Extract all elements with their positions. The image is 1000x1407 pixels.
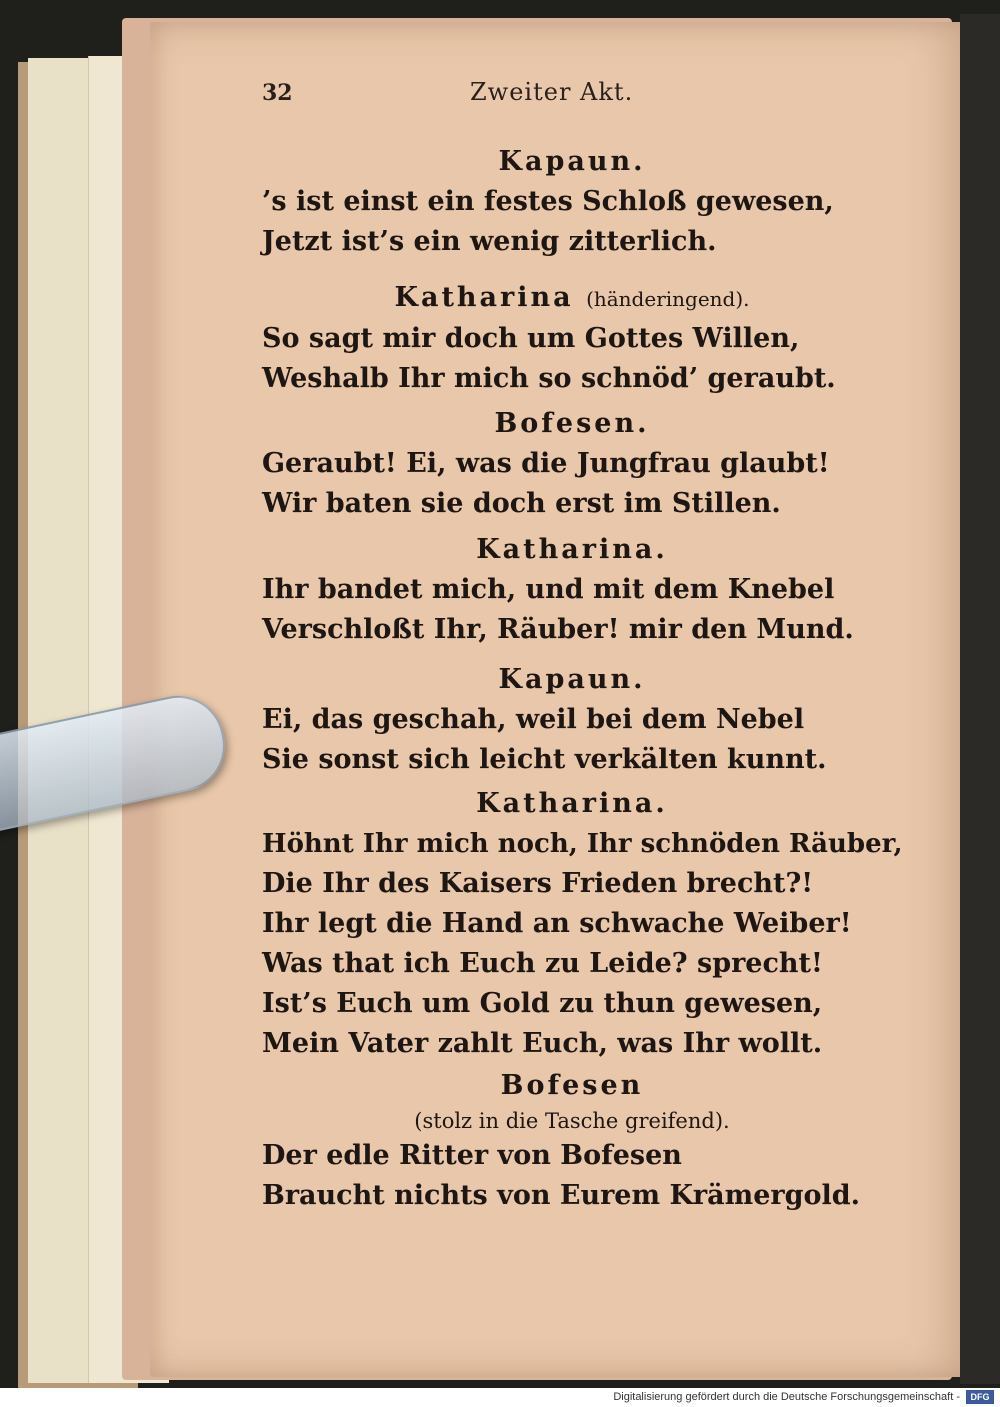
dialogue-block bbox=[262, 404, 882, 524]
verse-line: Ihr legt die Hand an schwache Weiber! bbox=[262, 908, 852, 939]
dialogue-block bbox=[262, 660, 882, 780]
speaker-heading bbox=[262, 278, 882, 319]
verse-line: Der edle Ritter von Bofesen bbox=[262, 1140, 682, 1171]
verse-line: Wir baten sie doch erst im Stillen. bbox=[262, 488, 781, 519]
verse-line: Ist’s Euch um Gold zu thun gewesen, bbox=[262, 988, 823, 1019]
footer-credit: Digitalisierung gefördert durch die Deutsche Forschungsgemeinschaft - bbox=[613, 1391, 960, 1403]
speaker-name: Katharina. bbox=[476, 534, 668, 565]
dialogue-block bbox=[262, 1066, 882, 1216]
verse-line: Die Ihr des Kaisers Frieden brecht?! bbox=[262, 868, 814, 899]
dfg-logo: DFG bbox=[966, 1390, 994, 1404]
speaker-name: Kapaun. bbox=[498, 664, 646, 695]
dialogue-block bbox=[262, 530, 882, 650]
speaker-name: Katharina bbox=[394, 282, 574, 313]
verse-line: Ihr bandet mich, und mit dem Knebel bbox=[262, 574, 835, 605]
verse-line: Ei, das geschah, weil bei dem Nebel bbox=[262, 704, 805, 735]
verse-line: Sie sonst sich leicht verkälten kunnt. bbox=[262, 744, 827, 775]
verse-line: Weshalb Ihr mich so schnöd’ geraubt. bbox=[262, 363, 836, 394]
page-number: 32 bbox=[262, 80, 293, 106]
dialogue-block bbox=[262, 142, 882, 262]
running-head: Zweiter Akt. bbox=[470, 78, 634, 106]
dialogue-block bbox=[262, 278, 882, 399]
dialogue-block bbox=[262, 784, 903, 1064]
verse-line: ’s ist einst ein festes Schloß gewesen, bbox=[262, 186, 834, 217]
right-shadow bbox=[960, 14, 1000, 1384]
verse-line: Jetzt ist’s ein wenig zitterlich. bbox=[262, 226, 717, 257]
speaker-name: Katharina. bbox=[476, 788, 668, 819]
stage-direction: (stolz in die Tasche greifend). bbox=[414, 1109, 730, 1133]
verse-line: So sagt mir doch um Gottes Willen, bbox=[262, 323, 800, 354]
speaker-name: Kapaun. bbox=[498, 146, 646, 177]
stage-direction: (händeringend). bbox=[586, 287, 750, 311]
verse-line: Was that ich Euch zu Leide? sprecht! bbox=[262, 948, 823, 979]
speaker-name: Bofesen bbox=[500, 1070, 644, 1101]
verse-line: Verschloßt Ihr, Räuber! mir den Mund. bbox=[262, 614, 854, 645]
verse-line: Mein Vater zahlt Euch, was Ihr wollt. bbox=[262, 1028, 823, 1059]
verse-line: Höhnt Ihr mich noch, Ihr schnöden Räuber, bbox=[262, 829, 903, 859]
speaker-name: Bofesen. bbox=[494, 408, 650, 439]
verse-line: Braucht nichts von Eurem Krämergold. bbox=[262, 1180, 861, 1211]
verse-line: Geraubt! Ei, was die Jungfrau glaubt! bbox=[262, 448, 830, 479]
